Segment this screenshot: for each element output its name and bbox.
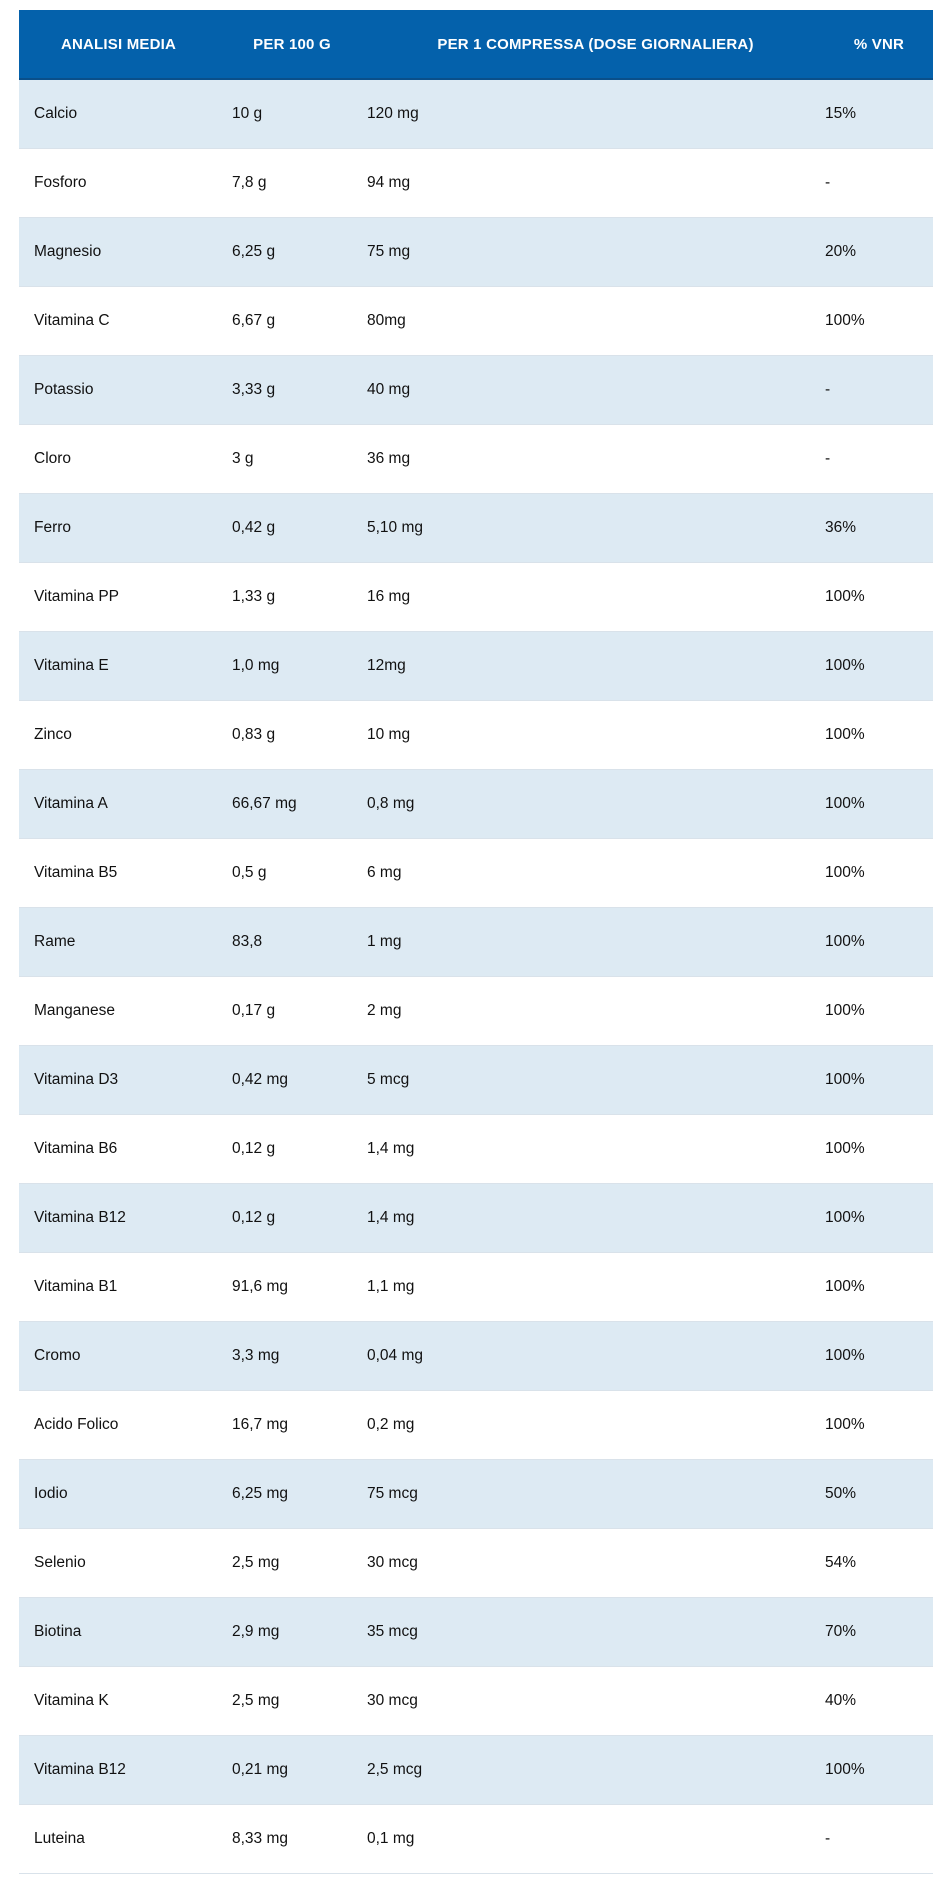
per-tablet-value: 120 mg — [367, 105, 419, 122]
per-100g-value: 0,17 g — [232, 1002, 276, 1019]
table-row — [19, 1046, 933, 1115]
table-row — [19, 770, 933, 839]
nutrient-name: Zinco — [34, 726, 72, 743]
nutrient-name: Calcio — [34, 105, 78, 122]
table-row — [19, 839, 933, 908]
per-100g-value: 1,0 mg — [232, 657, 280, 674]
per-100g-value: 66,67 mg — [232, 795, 297, 812]
nutrient-name: Vitamina B5 — [34, 864, 118, 881]
vnr-value: 100% — [825, 588, 865, 605]
nutrient-name: Luteina — [34, 1830, 85, 1847]
table-row — [19, 425, 933, 494]
vnr-value: 100% — [825, 657, 865, 674]
table-row — [19, 1460, 933, 1529]
per-100g-value: 2,5 mg — [232, 1554, 280, 1571]
per-100g-value: 3 g — [232, 450, 254, 467]
vnr-value: 100% — [825, 1278, 865, 1295]
per-tablet-value: 75 mcg — [367, 1485, 418, 1502]
nutrient-name: Vitamina B12 — [34, 1209, 126, 1226]
table-row — [19, 1115, 933, 1184]
header-per-100g: PER 100 G — [253, 35, 331, 53]
nutrient-name: Acido Folico — [34, 1416, 119, 1433]
table-row — [19, 632, 933, 701]
per-tablet-value: 1,4 mg — [367, 1140, 415, 1157]
per-tablet-value: 80mg — [367, 312, 406, 329]
vnr-value: 100% — [825, 1209, 865, 1226]
per-100g-value: 6,25 g — [232, 243, 276, 260]
table-row — [19, 563, 933, 632]
nutrient-name: Manganese — [34, 1002, 116, 1019]
vnr-value: 100% — [825, 864, 865, 881]
table-row — [19, 80, 933, 149]
nutrient-name: Fosforo — [34, 174, 87, 191]
vnr-value: - — [825, 1830, 831, 1847]
per-100g-value: 6,25 mg — [232, 1485, 289, 1502]
table-row — [19, 701, 933, 770]
per-tablet-value: 75 mg — [367, 243, 411, 260]
vnr-value: 100% — [825, 312, 865, 329]
per-tablet-value: 1,4 mg — [367, 1209, 415, 1226]
nutrition-table — [19, 10, 933, 1874]
vnr-value: 100% — [825, 795, 865, 812]
nutrient-name: Magnesio — [34, 243, 102, 260]
per-tablet-value: 2 mg — [367, 1002, 402, 1019]
vnr-value: 40% — [825, 1692, 857, 1709]
per-tablet-value: 30 mcg — [367, 1692, 418, 1709]
nutrient-name: Ferro — [34, 519, 72, 536]
per-100g-value: 7,8 g — [232, 174, 267, 191]
nutrient-name: Vitamina B12 — [34, 1761, 126, 1778]
vnr-value: 100% — [825, 1416, 865, 1433]
nutrient-name: Potassio — [34, 381, 94, 398]
nutrient-name: Vitamina E — [34, 657, 109, 674]
per-tablet-value: 2,5 mcg — [367, 1761, 423, 1778]
table-row — [19, 356, 933, 425]
per-tablet-value: 12mg — [367, 657, 406, 674]
per-tablet-value: 1 mg — [367, 933, 402, 950]
per-100g-value: 16,7 mg — [232, 1416, 289, 1433]
per-tablet-value: 5 mcg — [367, 1071, 410, 1088]
table-row — [19, 1805, 933, 1874]
per-100g-value: 0,83 g — [232, 726, 276, 743]
vnr-value: 100% — [825, 1002, 865, 1019]
per-100g-value: 91,6 mg — [232, 1278, 289, 1295]
vnr-value: 50% — [825, 1485, 857, 1502]
per-tablet-value: 5,10 mg — [367, 519, 424, 536]
vnr-value: 100% — [825, 1347, 865, 1364]
nutrient-name: Vitamina B1 — [34, 1278, 118, 1295]
nutrient-name: Vitamina PP — [34, 588, 120, 605]
per-tablet-value: 36 mg — [367, 450, 411, 467]
nutrient-name: Vitamina A — [34, 795, 108, 812]
per-100g-value: 0,12 g — [232, 1140, 276, 1157]
per-tablet-value: 1,1 mg — [367, 1278, 415, 1295]
nutrient-name: Vitamina C — [34, 312, 110, 329]
table-row — [19, 494, 933, 563]
table-row — [19, 1322, 933, 1391]
table-row — [19, 218, 933, 287]
per-100g-value: 0,21 mg — [232, 1761, 289, 1778]
header-per-compressa: PER 1 COMPRESSA (DOSE GIORNALIERA) — [437, 35, 754, 53]
vnr-value: - — [825, 174, 831, 191]
table-body — [19, 80, 933, 1874]
vnr-value: 100% — [825, 726, 865, 743]
vnr-value: 15% — [825, 105, 857, 122]
per-100g-value: 3,33 g — [232, 381, 276, 398]
per-100g-value: 0,42 mg — [232, 1071, 289, 1088]
per-tablet-value: 94 mg — [367, 174, 411, 191]
vnr-value: 54% — [825, 1554, 857, 1571]
per-100g-value: 6,67 g — [232, 312, 276, 329]
per-100g-value: 2,5 mg — [232, 1692, 280, 1709]
vnr-value: 100% — [825, 933, 865, 950]
per-tablet-value: 30 mcg — [367, 1554, 418, 1571]
per-100g-value: 0,5 g — [232, 864, 267, 881]
per-tablet-value: 16 mg — [367, 588, 411, 605]
nutrient-name: Vitamina B6 — [34, 1140, 118, 1157]
nutrient-name: Cromo — [34, 1347, 81, 1364]
per-tablet-value: 35 mcg — [367, 1623, 418, 1640]
vnr-value: 100% — [825, 1071, 865, 1088]
nutrient-name: Vitamina K — [34, 1692, 109, 1709]
vnr-value: - — [825, 450, 831, 467]
nutrient-name: Biotina — [34, 1623, 82, 1640]
table-row — [19, 1736, 933, 1805]
per-tablet-value: 0,8 mg — [367, 795, 415, 812]
table-row — [19, 977, 933, 1046]
nutrient-name: Vitamina D3 — [34, 1071, 119, 1088]
per-tablet-value: 6 mg — [367, 864, 402, 881]
per-tablet-value: 40 mg — [367, 381, 411, 398]
table-row — [19, 1253, 933, 1322]
per-100g-value: 0,42 g — [232, 519, 276, 536]
per-tablet-value: 10 mg — [367, 726, 411, 743]
vnr-value: - — [825, 381, 831, 398]
per-100g-value: 1,33 g — [232, 588, 276, 605]
nutrient-name: Rame — [34, 933, 76, 950]
table-row — [19, 1391, 933, 1460]
table-header — [19, 10, 933, 80]
per-tablet-value: 0,04 mg — [367, 1347, 424, 1364]
vnr-value: 100% — [825, 1761, 865, 1778]
per-tablet-value: 0,1 mg — [367, 1830, 415, 1847]
table-row — [19, 1529, 933, 1598]
vnr-value: 70% — [825, 1623, 857, 1640]
header-vnr: % VNR — [853, 35, 905, 53]
table-row — [19, 1598, 933, 1667]
per-100g-value: 3,3 mg — [232, 1347, 280, 1364]
table-row — [19, 908, 933, 977]
nutrient-name: Selenio — [34, 1554, 86, 1571]
vnr-value: 36% — [825, 519, 857, 536]
table-row — [19, 149, 933, 218]
nutrient-name: Cloro — [34, 450, 72, 467]
table-row — [19, 1667, 933, 1736]
per-tablet-value: 0,2 mg — [367, 1416, 415, 1433]
per-100g-value: 10 g — [232, 105, 263, 122]
vnr-value: 100% — [825, 1140, 865, 1157]
vnr-value: 20% — [825, 243, 857, 260]
per-100g-value: 0,12 g — [232, 1209, 276, 1226]
per-100g-value: 83,8 — [232, 933, 263, 950]
table-row — [19, 287, 933, 356]
header-analisi-media: ANALISI MEDIA — [60, 35, 177, 53]
per-100g-value: 2,9 mg — [232, 1623, 280, 1640]
nutrient-name: Iodio — [34, 1485, 68, 1502]
table-row — [19, 1184, 933, 1253]
per-100g-value: 8,33 mg — [232, 1830, 289, 1847]
